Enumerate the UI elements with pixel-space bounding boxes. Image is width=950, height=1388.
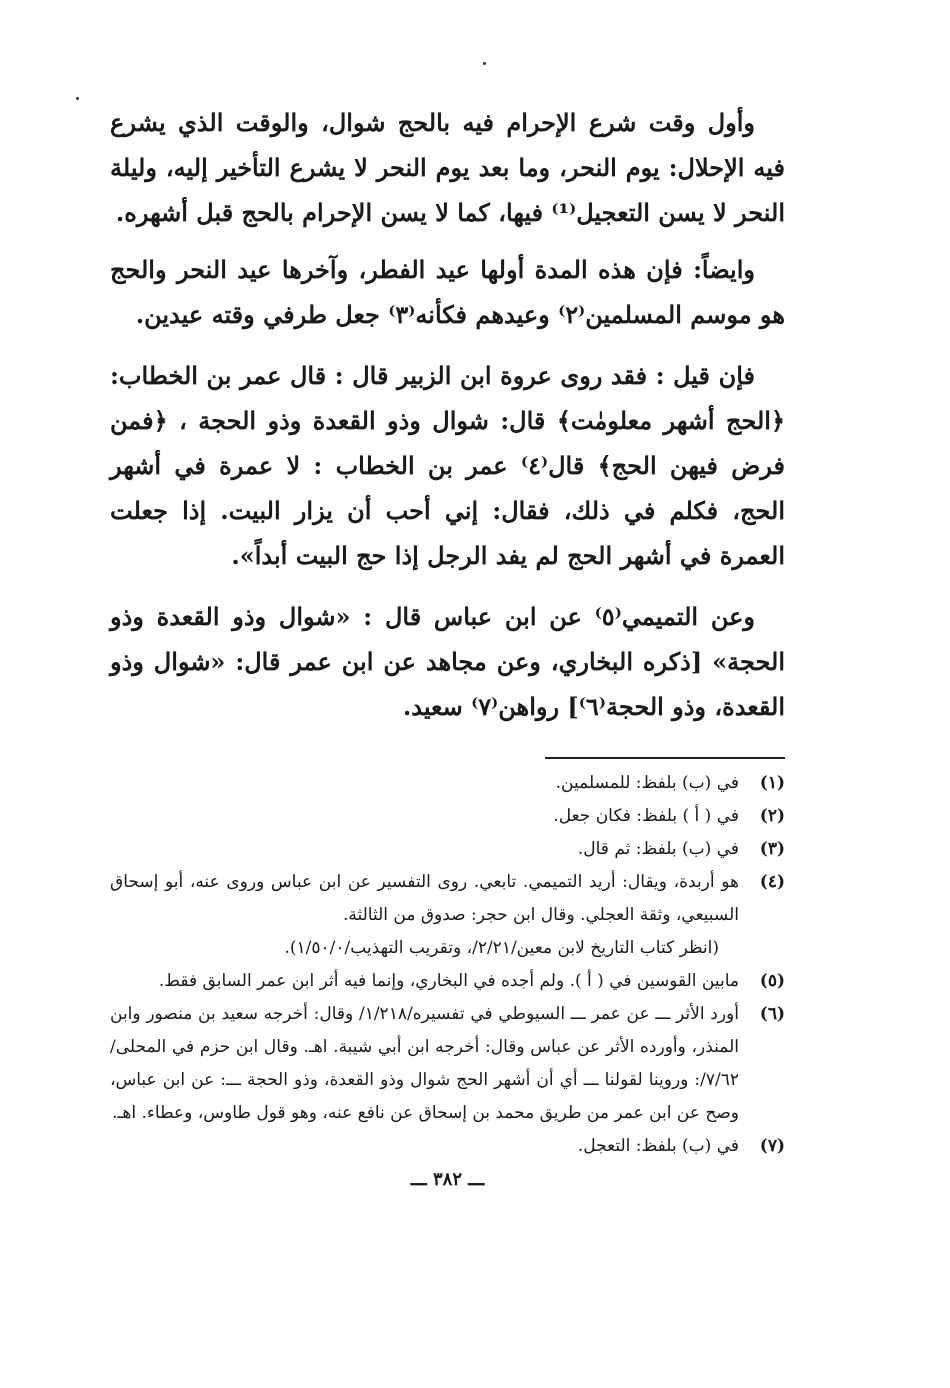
footnote-3 — [110, 833, 785, 866]
main-text — [110, 100, 785, 729]
footnote-number: (٢) — [759, 806, 785, 826]
footnote-number: (٤) — [759, 872, 785, 892]
footnote-text: في (ب) بلفظ: ثم قال. — [577, 839, 739, 859]
paragraph-4: وعن التميمي⁽٥⁾ عن ابن عباس قال : «شوال وذو القعدة وذو الحجة» [ذكره البخاري، وعن مجاهد عن ابن عمر قال: «شوال وذو القعدة، وذو الحجة⁽٦⁾] رواهن⁽٧⁾ سعيد. — [110, 602, 785, 721]
footnote-number: (١) — [759, 773, 785, 793]
footnote-text: هو أربدة، ويقال: أريد التميمي. تابعي. روى التفسير عن ابن عباس وروى عنه، أبو إسحاق السبيعي، وثقة العجلي. وقال ابن حجر: صدوق من الثالثة. — [110, 872, 739, 925]
scan-speck — [76, 97, 79, 100]
footnote-text: مابين القوسين في ( أ ). ولم أجده في البخاري، وإنما فيه أثر ابن عمر السابق فقط. — [158, 971, 739, 991]
scan-speck — [483, 62, 486, 65]
footnote-number: (٣) — [759, 839, 785, 859]
paragraph-3: فإن قيل : فقد روى عروة ابن الزبير قال : قال عمر بن الخطاب: ﴿الحج أشهر معلومٰت﴾ قال: شوال وذو القعدة وذو الحجة ، ﴿فمن فرض فيهن الحج﴾ قال⁽٤⁾ عمر بن الخطاب : لا عمرة في أشهر الحج، فكلم في ذلك، فقال: إني أحب أن يزار البيت. إذا جعلت العمرة في أشهر الحج لم يفد الرجل إذا حج البيت أبداً». — [110, 361, 786, 570]
footnote-6 — [110, 998, 785, 1130]
footnote-2 — [110, 800, 785, 833]
footnote-text: في (ب) بلفظ: للمسلمين. — [555, 773, 739, 793]
footnote-number: (٦) — [759, 1004, 785, 1024]
document-page — [110, 100, 785, 1190]
footnote-separator — [545, 757, 785, 759]
footnote-reference: (انظر كتاب التاريخ لابن معين/٢/٢١/، وتقريب التهذيب/١/٥٠/٠). — [284, 938, 719, 958]
paragraph-2: وايضاً: فإن هذه المدة أولها عيد الفطر، وآخرها عيد النحر والحج هو موسم المسلمين⁽٢⁾ وعيدهم فكأنه⁽٣⁾ جعل طرفي وقته عيدين. — [110, 255, 785, 329]
footnote-text: في ( أ ) بلفظ: فكان جعل. — [553, 806, 739, 826]
footnote-1 — [110, 767, 785, 800]
footnote-text: أورد الأثر ـــ عن عمر ـــ السيوطي في تفسيره/١/٢١٨/ وقال: أخرجه سعيد بن منصور وابن المنذر، وأورده الأثر عن عباس وقال: أخرجه ابن أبي شيبة. اهـ. وقال ابن حزم في المحلى/٧/٦٢/: وروينا لقولنا ـــ أي أن أشهر الحج شوال وذو القعدة، وذو الحجة ـــ: عن ابن عباس، وصح عن ابن عمر من طريق محمد بن إسحاق عن نافع عنه، وهو قول طاوس، وعطاء. اهـ. — [110, 1004, 739, 1123]
footnote-number: (٧) — [759, 1136, 785, 1156]
footnotes — [110, 767, 785, 1163]
footnote-4 — [110, 866, 785, 965]
paragraph-1: وأول وقت شرع الإحرام فيه بالحج شوال، والوقت الذي يشرع فيه الإحلال: يوم النحر، وما بعد يوم النحر لا يشرع التأخير إليه، وليلة النحر لا يسن التعجيل⁽¹⁾ فيها، كما لا يسن الإحرام بالحج قبل أشهره. — [110, 108, 785, 227]
page-number: ـــ ٣٨٢ ـــ — [410, 1169, 485, 1190]
footnote-text: في (ب) بلفظ: التعجل. — [577, 1136, 739, 1156]
footnote-5 — [110, 965, 785, 998]
footnote-number: (٥) — [759, 971, 785, 991]
footnote-7 — [110, 1130, 785, 1163]
